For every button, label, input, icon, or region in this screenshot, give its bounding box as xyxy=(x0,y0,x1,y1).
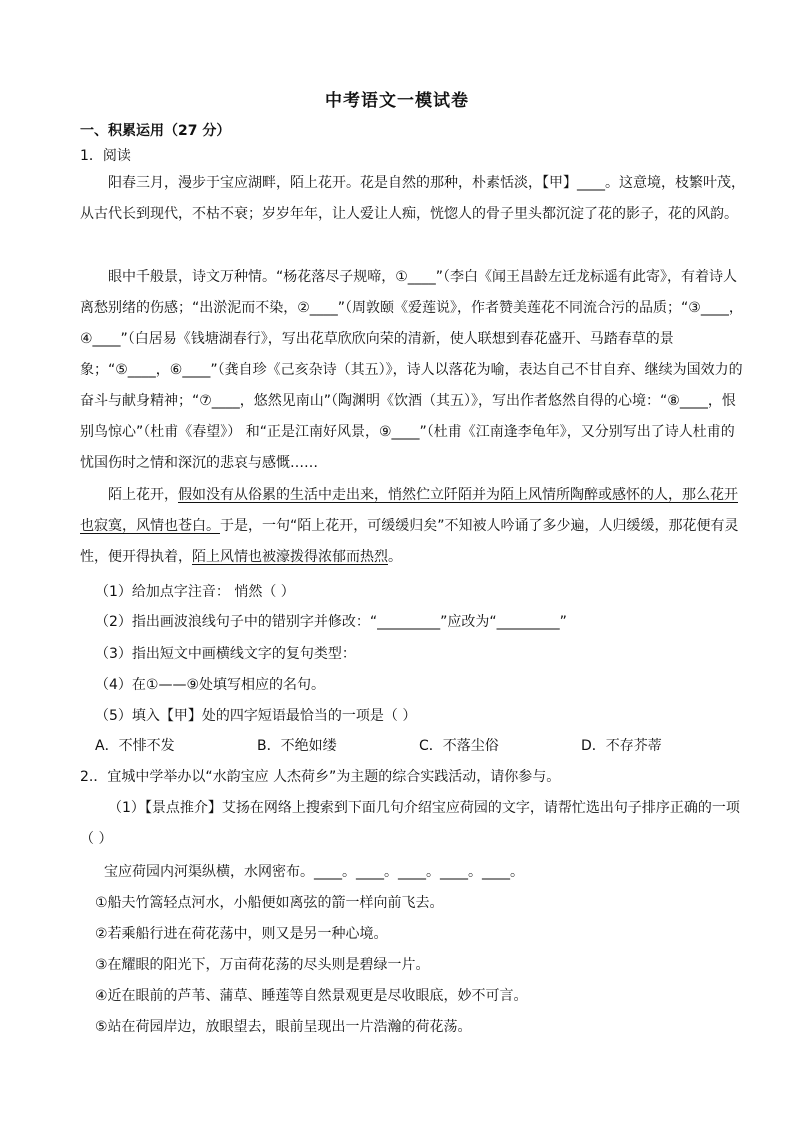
option-d[interactable]: D．不存芥蒂 xyxy=(581,738,662,754)
sentence-item-5: ⑤站在荷园岸边，放眼望去，眼前呈现出一片浩瀚的荷花荡。 xyxy=(95,1019,472,1035)
subquestion-3: （3）指出短文中画横线文字的复句类型： xyxy=(95,646,356,662)
subquestion-1: （1）给加点字注音： 悄然（ ） xyxy=(95,584,295,600)
section-heading: 一、积累运用（27 分） xyxy=(80,123,231,139)
paragraph-3-end: 。 xyxy=(388,549,402,565)
wavy-underlined-sentence: 假如没有从俗累的生活中走出来，悄然伫立阡陌并为陌上风情所陶醉或感怀的人，那么花开也寂寞，风情也苍白。 xyxy=(80,487,738,534)
question-2-label: 2.．宜城中学举办以“水韵宝应 人杰荷乡”为主题的综合实践活动，请你参与。 xyxy=(80,769,561,785)
option-a[interactable]: A．不悱不发 xyxy=(95,738,175,754)
sentence-item-2: ②若乘船行进在荷花荡中，则又是另一种心境。 xyxy=(95,926,388,942)
page-title: 中考语文一模试卷 xyxy=(325,91,469,111)
underlined-clause: 陌上风情也被濠拨得浓郁而热烈 xyxy=(192,549,388,565)
passage-paragraph-3 xyxy=(80,480,748,573)
sentence-item-3: ③在耀眼的阳光下，万亩荷花荡的尽头则是碧绿一片。 xyxy=(95,957,430,973)
passage-paragraph-1: 阳春三月，漫步于宝应湖畔，陌上花开。花是自然的那种，朴素恬淡，【甲】____。这意境，枝繁叶茂，从古代长到现代，不枯不衰；岁岁年年，让人爱让人痴，恍惚人的骨子里头都沉淀了花的影子，花的风韵。 xyxy=(80,175,745,222)
question-2-subquestion-1: （1）【景点推介】艾扬在网络上搜索到下面几句介绍宝应荷园的文字，请帮忙选出句子排序正确的一项（ ） xyxy=(80,800,740,847)
paragraph-3-middle: 于是，一句“陌上花开，可缓缓归矣”不知被人吟诵了多少遍，人归缓缓，那花便有灵性，便开得执着， xyxy=(80,518,739,565)
subquestion-2: （2）指出画波浪线句子中的错别字并修改：“_________”应改为“_________” xyxy=(95,614,567,630)
sentence-item-4: ④近在眼前的芦苇、蒲草、睡莲等自然景观更是尽收眼底，妙不可言。 xyxy=(95,988,528,1004)
subquestion-5: （5）填入【甲】处的四字短语最恰当的一项是（ ） xyxy=(95,708,417,724)
paragraph-3-lead: 陌上花开， xyxy=(108,487,178,503)
option-b[interactable]: B．不绝如缕 xyxy=(257,738,337,754)
subquestion-4: （4）在①——⑨处填写相应的名句。 xyxy=(95,677,326,693)
option-c[interactable]: C．不落尘俗 xyxy=(419,738,499,754)
question-1-label: 1．阅读 xyxy=(80,148,131,164)
passage-paragraph-2: 眼中千般景，诗文万种情。“杨花落尽子规啼，①____”（李白《闻王昌龄左迁龙标遥有此寄》，有着诗人离愁别绪的伤感；“出淤泥而不染，②____”（周敦颐《爱莲说》，作者赞美莲花不同流合污的品质；“③____，④____”（白居易《钱塘湖春行》，写出花草欣欣向荣的清新，使人联想到春花盛开、马踏春草的景象；“⑤____，⑥____”（龚自珍《己亥杂诗（其五）》，诗人以落花为喻，表达自己不甘自弃、继续为国效力的奋斗与献身精神；“⑦____，悠然见南山”（陶渊明《饮酒（其五）》，写出作者悠然自得的心境：“⑧____，恨别鸟惊心”（杜甫《春望》） 和“正是江南好风景，⑨____”（杜甫《江南逢李龟年》，又分别写出了诗人杜甫的忧国伤时之情和深沉的悲哀与感慨…… xyxy=(80,269,743,471)
question-2-lead-sentence: 宝应荷园内河渠纵横，水网密布。____。____。____。____。____。 xyxy=(104,864,524,880)
sentence-item-1: ①船夫竹篙轻点河水，小船便如离弦的箭一样向前飞去。 xyxy=(95,895,444,911)
